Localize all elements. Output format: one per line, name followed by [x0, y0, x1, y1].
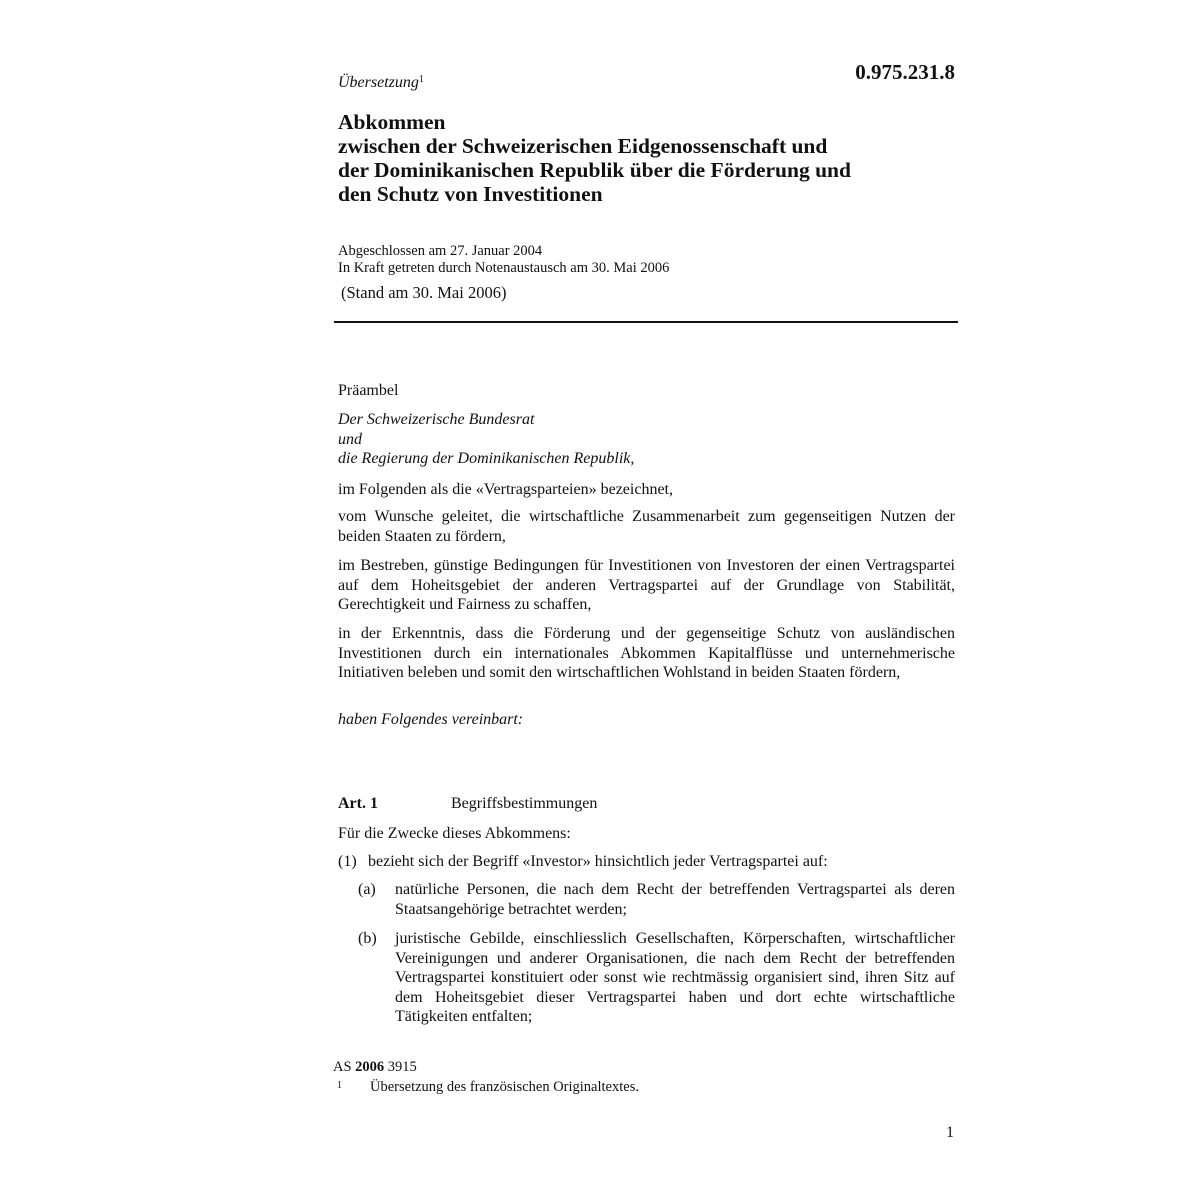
preamble-paragraph-4: in der Erkenntnis, dass die Förderung und der gegenseitige Schutz von ausländischen Investitionen durch ein internationales Abkommen Kapitalflüsse und unternehmerische Initiativen beleben und somit den wirtschaftlichen Wohlstand in beiden Staaten fördern,	[338, 625, 955, 681]
footnote-1	[337, 1079, 639, 1096]
article-1-intro: Für die Zwecke dieses Abkommens:	[338, 825, 571, 842]
as-year: 2006	[355, 1059, 385, 1075]
subitem-text: juristische Gebilde, einschliesslich Gesellschaften, Körperschaften, wirtschaftlicher Vereinigungen und anderer Organisationen, die nach dem Recht der betreffenden Vertragspartei konstituiert oder sonst wie rechtmässig organisiert sind, ihren Sitz auf dem Hoheitsgebiet dieser Vertragspartei haben und dort echte wirtschaftliche Tätigkeiten entfalten;	[395, 930, 955, 1025]
official-collection-reference	[333, 1059, 417, 1076]
title-line-2: zwischen der Schweizerischen Eidgenossenschaft und	[338, 134, 828, 158]
status-date: (Stand am 30. Mai 2006)	[341, 283, 507, 302]
party-conjunction: und	[338, 430, 362, 448]
article-title: Begriffsbestimmungen	[451, 795, 598, 812]
item-text: bezieht sich der Begriff «Investor» hinsichtlich jeder Vertragspartei auf:	[368, 853, 828, 870]
article-number: Art. 1	[338, 795, 378, 812]
page-number: 1	[946, 1124, 954, 1141]
footnote-text: Übersetzung des französischen Originaltextes.	[370, 1079, 639, 1095]
title-line-4: den Schutz von Investitionen	[338, 182, 603, 206]
article-1-heading	[338, 795, 597, 813]
subitem-marker: (b)	[358, 930, 377, 947]
in-force-date: In Kraft getreten durch Notenaustausch am 30. Mai 2006	[338, 259, 670, 276]
preamble-paragraph-3: im Bestreben, günstige Bedingungen für Investitionen von Investoren der einen Vertragspartei auf dem Hoheitsgebiet der anderen Vertragspartei auf der Grundlage von Stabilität, Gerechtigkeit und Fairness zu schaffen,	[338, 557, 955, 613]
concluded-date: Abgeschlossen am 27. Januar 2004	[338, 243, 543, 259]
as-page: 3915	[387, 1059, 417, 1075]
preamble-heading: Präambel	[338, 382, 399, 399]
translation-label	[338, 74, 424, 92]
title-line-1: Abkommen	[338, 110, 446, 134]
header-divider	[334, 321, 958, 323]
as-prefix: AS	[333, 1059, 352, 1075]
footnote-mark: 1	[337, 1080, 342, 1091]
sr-number: 0.975.231.8	[855, 60, 955, 84]
party-swiss: Der Schweizerische Bundesrat	[338, 411, 535, 428]
footnote-reference[interactable]: 1	[418, 74, 424, 85]
document-meta	[338, 243, 669, 276]
preamble-paragraph-1: im Folgenden als die «Vertragsparteien» bezeichnet,	[338, 481, 673, 498]
document-title	[338, 110, 958, 206]
article-1-subitem-b	[358, 929, 955, 1029]
title-line-3: der Dominikanischen Republik über die Förderung und	[338, 158, 851, 182]
article-1-item-1	[338, 852, 955, 872]
subitem-text: natürliche Personen, die nach dem Recht der betreffenden Vertragspartei als deren Staatsangehörige betrachtet werden;	[395, 881, 955, 918]
preamble-closing: haben Folgendes vereinbart:	[338, 711, 524, 728]
subitem-marker: (a)	[358, 881, 376, 898]
preamble-parties	[338, 410, 955, 469]
article-1-subitem-a	[358, 880, 955, 920]
preamble-paragraph-2: vom Wunsche geleitet, die wirtschaftliche Zusammenarbeit zum gegenseitigen Nutzen der beiden Staaten zu fördern,	[338, 508, 955, 545]
translation-label-text: Übersetzung	[338, 74, 419, 91]
party-dominican: die Regierung der Dominikanischen Republik,	[338, 450, 635, 467]
item-marker: (1)	[338, 853, 357, 870]
